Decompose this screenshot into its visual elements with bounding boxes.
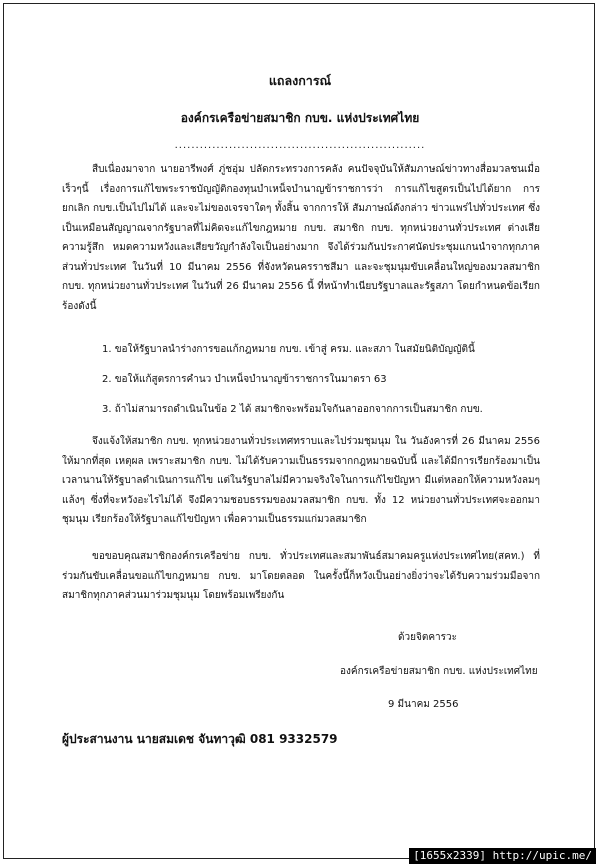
paragraph-intro: สืบเนื่องมาจาก นายอารีพงศ์ ภู่ชอุ่ม ปลัดกระทรวงการคลัง คนปัจจุบันให้สัมภาษณ์ข่าวทางสื่อมวลชนเมื่อเร็วๆนี้ เรื่องการแก้ไขพระราชบัญญัติกองทุนบำเหน็จบำนาญข้าราชการว่า การแก้ไขสูตรเป็นไปได้ยาก การยกเลิก กบข.เป็นไปไม่ได้ และจะไม่ของเจรจาใดๆ ทั้งสิ้น จากการให้ สัมภาษณ์ดังกล่าว ข่าวแพร่ไปทั่วประเทศ ซึ่งเป็นเหมือนสัญญาณจากรัฐบาลที่ไม่คิดจะแก้ไขกฎหมาย กบข. สมาชิก กบข. ทุกหน่วยงานทั่วประเทศ ต่างเสียความรู้สึก หมดความหวังและเสียขวัญกำลังใจเป็นอย่างมาก จึงได้ร่วมกันประกาศนัดประชุมแกนนำจากทุกภาคส่วนทั่วประเทศ ในวันที่ 10 มีนาคม 2556 ที่จังหวัดนครราชสีมา และจะชุมนุมขับเคลื่อนใหญ่ของมวลสมาชิก กบข. ทุกหน่วยงานทั่วประเทศ ในวันที่ 26 มีนาคม 2556 นี้ ที่หน้าทำเนียบรัฐบาลและรัฐสภา โดยกำหนดข้อเรียกร้องดังนี้: [62, 164, 540, 312]
demand-item-2: 2. ขอให้แก้สูตรการคำนว บำเหน็จบำนาญข้าราชการในมาตรา 63: [102, 374, 387, 385]
paragraph-call-to-action: จึงแจ้งให้สมาชิก กบข. ทุกหน่วยงานทั่วประเทศทราบและไปร่วมชุมนุม ใน วันอังคารที่ 26 มีนาคม 2556 ให้มากที่สุด เหตุผล เพราะสมาชิก กบข. ไม่ได้รับความเป็นธรรมจากกฎหมายฉบับนี้ และได้มีการเรียกร้องมาเป็นเวลานานให้รัฐบาลดำเนินการแก้ไข แต่ในรัฐบาลไม่มีความจริงใจในการแก้ไขปัญหา มีแต่หลอกให้ความหวังลมๆแล้งๆ ซึ่งที่จะหวังอะไรไม่ได้ จึงมีความชอบธรรมของมวลสมาชิก กบข. ทั้ง 12 หน่วยงานทั่วประเทศจะออกมาชุมนุม เรียกร้องให้รัฐบาลแก้ไขปัญหา เพื่อความเป็นธรรมแก่มวลสมาชิก: [62, 436, 540, 525]
signatory: องค์กรเครือข่ายสมาชิก กบข. แห่งประเทศไทย: [340, 666, 538, 677]
image-host-watermark: [1655x2339] http://upic.me/: [409, 848, 596, 864]
dotted-divider: ............................................................: [174, 140, 426, 151]
demand-item-1: 1. ขอให้รัฐบาลนำร่างการขอแก้กฎหมาย กบข. เข้าสู่ ครม. และสภา ในสมัยนิติบัญญัตินี้: [102, 344, 475, 355]
document-title: แถลงการณ์: [268, 73, 332, 88]
paragraph-thanks: ขอขอบคุณสมาชิกองค์กรเครือข่าย กบข. ทั่วประเทศและสมาพันธ์สมาคมครูแห่งประเทศไทย(สคท.) ที่ร่วมกันขับเคลื่อนขอแก้ไขกฎหมาย กบข. มาโดยตลอด ในครั้งนี้ก็หวังเป็นอย่างยิ่งว่าจะได้รับความร่วมมือจากสมาชิกทุกภาคส่วนมาร่วมชุมนุม โดยพร้อมเพรียงกัน: [62, 551, 540, 601]
coordinator-contact: ผู้ประสานงาน นายสมเดช จันทาวุฒิ 081 9332579: [62, 732, 338, 746]
organization-name: องค์กรเครือข่ายสมาชิก กบข. แห่งประเทศไทย: [180, 111, 420, 125]
demand-item-3: 3. ถ้าไม่สามารถดำเนินในข้อ 2 ได้ สมาชิกจะพร้อมใจกันลาออกจากการเป็นสมาชิก กบข.: [102, 404, 483, 415]
document-date: 9 มีนาคม 2556: [388, 699, 459, 710]
closing-salutation: ด้วยจิตคารวะ: [398, 632, 457, 643]
